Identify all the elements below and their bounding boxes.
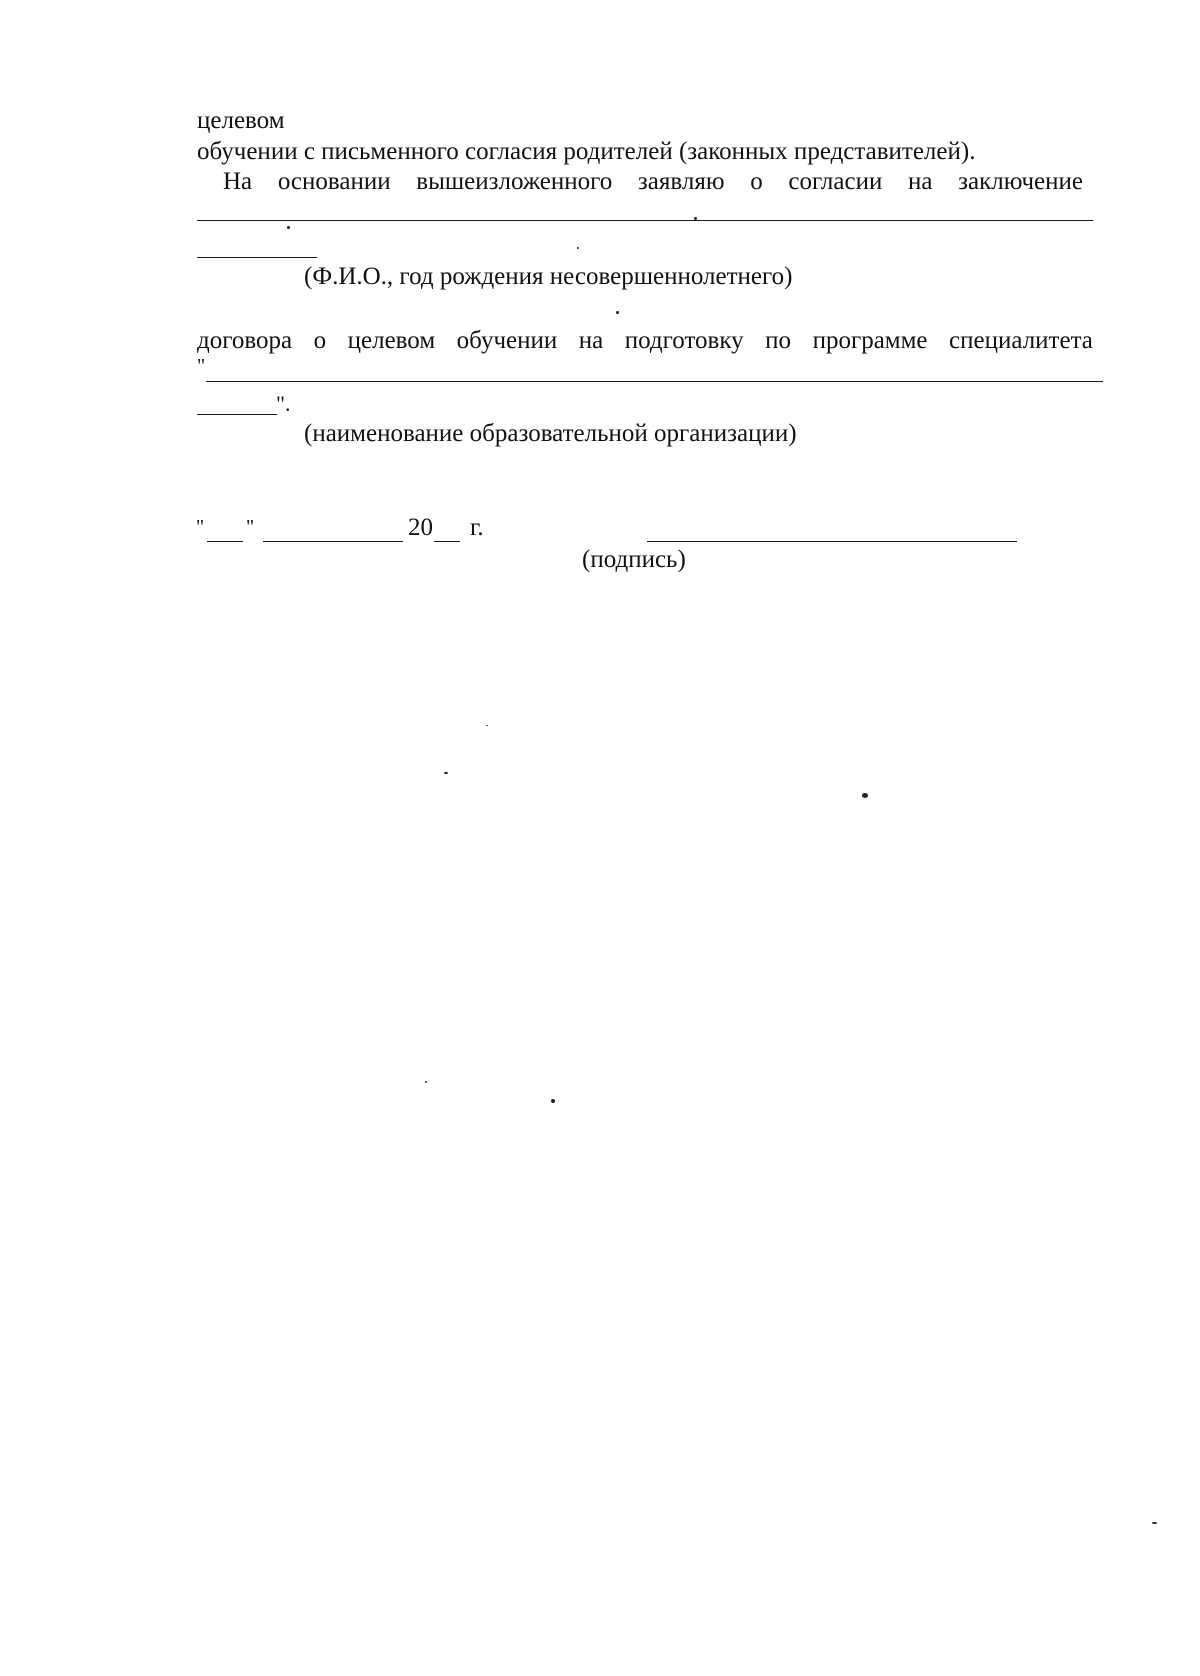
word: вышеизложенного <box>416 168 613 195</box>
scan-speck <box>425 1081 427 1083</box>
date-day-blank[interactable] <box>207 541 243 542</box>
word: основании <box>277 168 391 195</box>
date-year-prefix: 20 <box>408 514 433 541</box>
contract-line <box>197 326 1093 356</box>
word: о <box>313 327 327 354</box>
scan-speck <box>444 772 448 774</box>
word: подготовку <box>624 327 744 354</box>
scan-speck <box>486 725 488 726</box>
word: на <box>578 327 604 354</box>
text-line-1: целевом <box>197 107 285 134</box>
org-blank-line-continued[interactable] <box>197 414 277 415</box>
scan-speck <box>551 1099 555 1103</box>
date-month-blank[interactable] <box>263 541 403 542</box>
word: заключение <box>958 168 1083 195</box>
word: специалитета <box>949 327 1093 354</box>
date-day-open-quote: " <box>196 516 205 538</box>
org-blank-line[interactable] <box>206 381 1103 382</box>
signature-blank[interactable] <box>647 541 1017 542</box>
word: На <box>223 168 253 195</box>
date-year-suffix: г. <box>470 514 484 541</box>
scan-speck <box>1152 1522 1157 1524</box>
date-day-close-quote: " <box>246 516 255 538</box>
text-line-2: обучении с письменного согласия родителей (законных представителей). <box>197 138 976 165</box>
org-open-quote: " <box>197 355 206 377</box>
date-year-blank[interactable] <box>434 541 460 542</box>
scan-speck <box>616 311 619 314</box>
scan-speck <box>577 247 579 249</box>
scan-speck <box>694 217 697 220</box>
org-close-quote: ". <box>276 391 291 416</box>
text-line-3 <box>223 167 1083 197</box>
fio-caption: (Ф.И.О., год рождения несовершеннолетнего) <box>304 263 793 290</box>
scan-speck <box>862 793 868 798</box>
word: обучении <box>456 327 558 354</box>
word: программе <box>812 327 928 354</box>
fio-blank-line[interactable] <box>197 220 1093 221</box>
word: договора <box>197 327 293 354</box>
signature-caption: (подпись) <box>582 546 686 573</box>
fio-blank-line-continued[interactable] <box>197 257 317 258</box>
word: целевом <box>347 327 436 354</box>
word: согласии <box>788 168 883 195</box>
word: на <box>908 168 933 195</box>
word: заявляю <box>637 168 725 195</box>
scan-speck <box>287 226 290 229</box>
org-caption: (наименование образовательной организации) <box>304 420 797 447</box>
word: по <box>765 327 792 354</box>
word: о <box>750 168 763 195</box>
